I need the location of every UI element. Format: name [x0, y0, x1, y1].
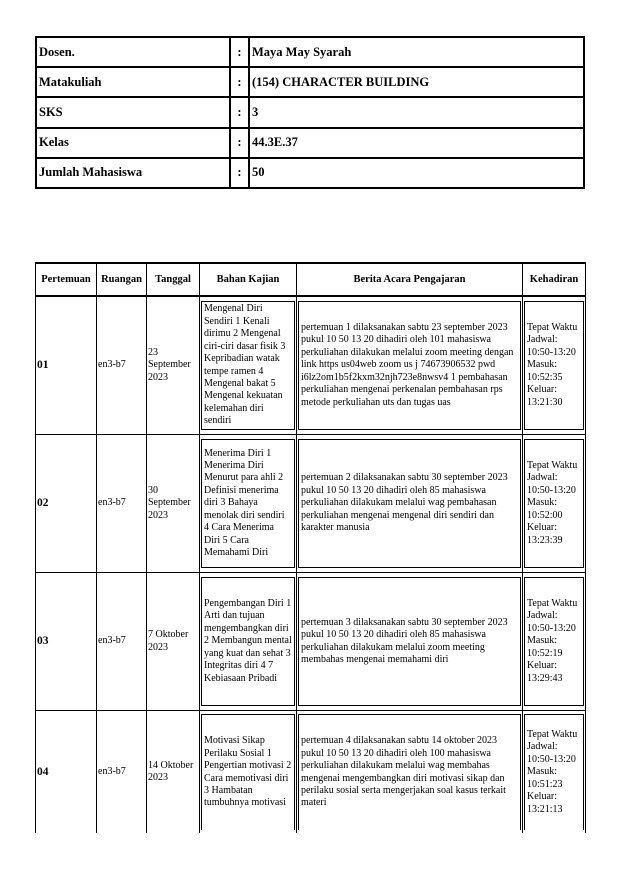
- info-label: SKS: [36, 97, 230, 127]
- cell-pertemuan: 04: [36, 711, 97, 834]
- info-label: Dosen.: [36, 37, 230, 67]
- info-value: 50: [249, 158, 584, 188]
- header-tanggal: Tanggal: [147, 263, 200, 296]
- cell-kehadiran: [523, 296, 586, 435]
- cell-bahan-kajian: [200, 296, 297, 435]
- berita-text: pertemuan 2 dilaksanakan sabtu 30 september 2023 pukul 10 50 13 20 dihadiri oleh 85 mahasiswa perkuliahan dilakukam melalui wag pembahasan perkuliahan mengenai mengenal diri sendiri dan karakter manusia: [298, 439, 521, 568]
- info-value: (154) CHARACTER BUILDING: [249, 67, 584, 97]
- info-colon: :: [230, 128, 249, 158]
- info-value: 44.3E.37: [249, 128, 584, 158]
- berita-text: pertemuan 4 dilaksanakan sabtu 14 oktober 2023 pukul 10 50 13 20 dihadiri oleh 100 mahasiswa perkuliahan dilakukam melalui wag membahas mengenai mengembangkan diri motivasi sikap dan perilaku sosial serta mengerjakan soal kasus terkait materi: [298, 714, 521, 830]
- cell-kehadiran: [523, 573, 586, 711]
- cell-pertemuan: 01: [36, 296, 97, 435]
- info-row-sks: [36, 97, 584, 127]
- info-colon: :: [230, 67, 249, 97]
- info-colon: :: [230, 97, 249, 127]
- header-kehadiran: Kehadiran: [523, 263, 586, 296]
- info-value: 3: [249, 97, 584, 127]
- table-header-row: [36, 263, 586, 296]
- kehadiran-text: Tepat Waktu Jadwal: 10:50-13:20 Masuk: 10:52:00 Keluar: 13:23:39: [524, 439, 584, 568]
- cell-bahan-kajian: [200, 711, 297, 834]
- cell-kehadiran: [523, 435, 586, 573]
- cell-tanggal: 30 September 2023: [147, 435, 200, 573]
- cell-pertemuan: 02: [36, 435, 97, 573]
- cell-tanggal: 23 September 2023: [147, 296, 200, 435]
- info-row-matakuliah: [36, 67, 584, 97]
- table-row: [36, 711, 586, 834]
- cell-tanggal: 14 Oktober 2023: [147, 711, 200, 834]
- table-row: [36, 573, 586, 711]
- cell-berita-acara: [297, 435, 523, 573]
- bahan-text: Menerima Diri 1 Menerima Diri Menurut para ahli 2 Definisi menerima diri 3 Bahaya menolak diri sendiri 4 Cara Menerima Diri 5 Cara Memahami Diri: [201, 439, 295, 568]
- kehadiran-text: Tepat Waktu Jadwal: 10:50-13:20 Masuk: 10:52:35 Keluar: 13:21:30: [524, 301, 584, 430]
- header-bahan-kajian: Bahan Kajian: [200, 263, 297, 296]
- info-label: Matakuliah: [36, 67, 230, 97]
- berita-text: pertemuan 1 dilaksanakan sabtu 23 september 2023 pukul 10 50 13 20 dihadiri oleh 101 mahasiswa perkuliahan dilakukan melalui zoom meeting dengan link https us04web zoom us j 74673906532 pwd i6lz2om1b5f2kxm32njh723e8nwsv4 1 pembahasan perkuliahan mengenai perkenalan pembahasan rps metode perkuliahan uts dan tugas uas: [298, 301, 521, 430]
- header-berita-acara: Berita Acara Pengajaran: [297, 263, 523, 296]
- info-value: Maya May Syarah: [249, 37, 584, 67]
- header-ruangan: Ruangan: [97, 263, 147, 296]
- cell-ruangan: en3-b7: [97, 573, 147, 711]
- course-info-table: [35, 36, 585, 189]
- cell-pertemuan: 03: [36, 573, 97, 711]
- bahan-text: Pengembangan Diri 1 Arti dan tujuan mengembangkan diri 2 Membangun mental yang kuat dan sehat 3 Integritas diri 4 7 Kebiasaan Pribadi: [201, 577, 295, 706]
- cell-berita-acara: [297, 711, 523, 834]
- table-row: [36, 435, 586, 573]
- kehadiran-text: Tepat Waktu Jadwal: 10:50-13:20 Masuk: 10:51:23 Keluar: 13:21:13: [524, 714, 584, 830]
- cell-tanggal: 7 Oktober 2023: [147, 573, 200, 711]
- info-row-dosen: [36, 37, 584, 67]
- bahan-text: Mengenal Diri Sendiri 1 Kenali dirimu 2 Mengenal ciri-ciri dasar fisik 3 Kepribadian watak tempe ramen 4 Mengenal bakat 5 Mengenal kekuatan kelemahan diri sendiri: [201, 301, 295, 430]
- kehadiran-text: Tepat Waktu Jadwal: 10:50-13:20 Masuk: 10:52:19 Keluar: 13:29:43: [524, 577, 584, 706]
- info-row-kelas: [36, 128, 584, 158]
- cell-ruangan: en3-b7: [97, 296, 147, 435]
- cell-bahan-kajian: [200, 435, 297, 573]
- cell-kehadiran: [523, 711, 586, 834]
- header-pertemuan: Pertemuan: [36, 263, 97, 296]
- info-label: Jumlah Mahasiswa: [36, 158, 230, 188]
- table-row: [36, 296, 586, 435]
- cell-berita-acara: [297, 296, 523, 435]
- bahan-text: Motivasi Sikap Perilaku Sosial 1 Pengertian motivasi 2 Cara memotivasi diri 3 Hambatan tumbuhnya motivasi: [201, 714, 295, 830]
- berita-text: pertemuan 3 dilaksanakan sabtu 30 september 2023 pukul 10 50 13 20 dihadiri oleh 85 mahasiswa perkuliahan dilakukam melalui zoom meeting membahas mengenai memahami diri: [298, 577, 521, 706]
- cell-ruangan: en3-b7: [97, 435, 147, 573]
- info-row-jumlah: [36, 158, 584, 188]
- meeting-log-table: [35, 262, 586, 833]
- cell-bahan-kajian: [200, 573, 297, 711]
- info-colon: :: [230, 158, 249, 188]
- info-colon: :: [230, 37, 249, 67]
- cell-berita-acara: [297, 573, 523, 711]
- info-label: Kelas: [36, 128, 230, 158]
- cell-ruangan: en3-b7: [97, 711, 147, 834]
